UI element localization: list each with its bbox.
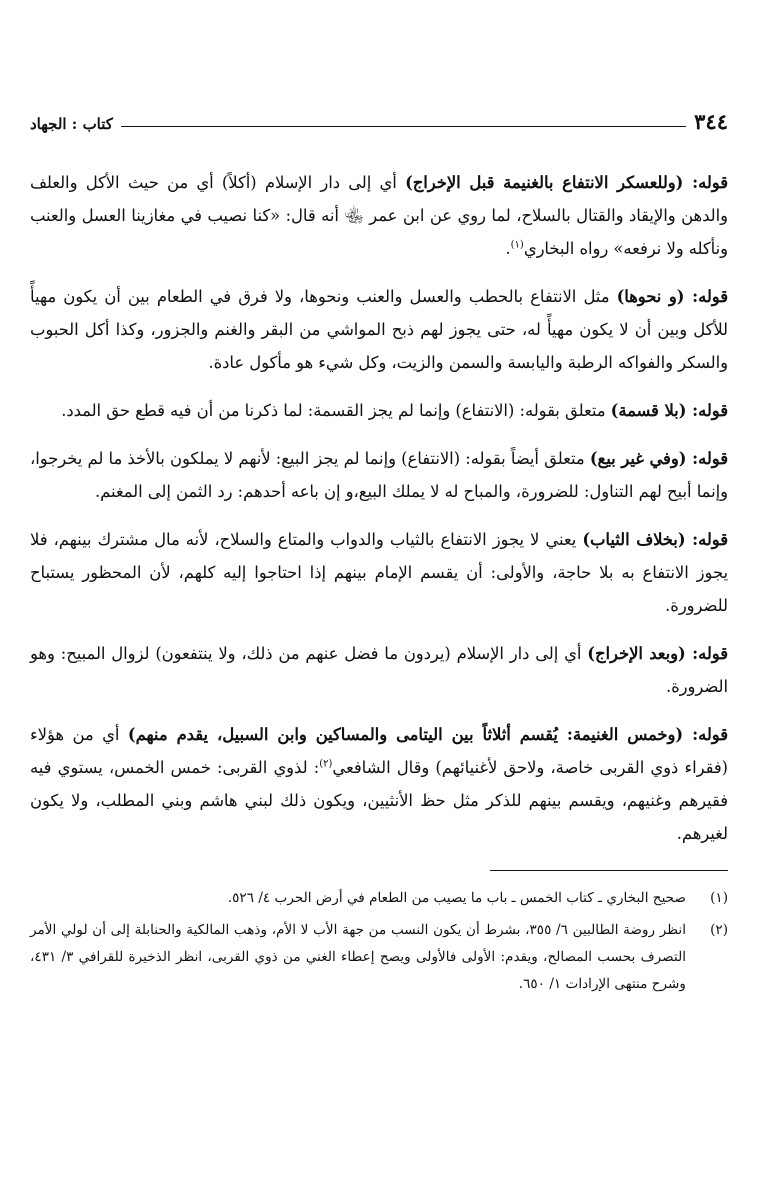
commentary-tail: : لذوي القربى: خمس الخمس، يستوي فيه فقيرهم وغنيهم، ويقسم بينهم للذكر مثل حظ الأنثيين، ويكون ذلك لبني هاشم وبني المطلب، ولا يكون لغيرهم. xyxy=(30,758,728,843)
footnote-separator xyxy=(490,870,728,871)
page-body xyxy=(30,166,728,850)
paragraph-7 xyxy=(30,718,728,850)
paragraph-label: قوله: xyxy=(692,449,729,468)
footnote-ref-1: (١) xyxy=(510,239,524,251)
commentary-text: مثل الانتفاع بالحطب والعسل والعنب ونحوها، ولا فرق في الطعام بين أن يكون مهيأً للأكل وبين أن لا يكون مهيأً له، حتى يجوز لهم ذبح المواشي من البقر والغنم والجزور، وكذا أكل الحبوب والسكر والفواكه الرطبة واليابسة والسمن والزيت، وكل شيء هو مأكول عادة. xyxy=(30,287,728,372)
quoted-matn: (بخلاف الثياب) xyxy=(582,530,693,549)
footnote-2 xyxy=(30,917,728,998)
footnotes xyxy=(30,885,728,998)
paragraph-4 xyxy=(30,442,728,508)
footnote-text: انظر روضة الطالبين ٦/ ٣٥٥، بشرط أن يكون النسب من جهة الأب لا الأم، وذهب المالكية والحنابلة إلى أن لولي الأمر التصرف بحسب المصالح، ويقدم: الأولى فالأولى ويصح إعطاء الغني من ذوي القربى، انظر الذخيرة للقرافي ٣/ ٤٣١، وشرح منتهى الإرادات ١/ ٦٥٠. xyxy=(30,922,686,992)
commentary-text: أي إلى دار الإسلام (يردون ما فضل عنهم من ذلك، ولا ينتفعون) لزوال المبيح: وهو الضرورة. xyxy=(30,644,728,696)
running-title: كتاب : الجهاد xyxy=(30,115,113,133)
paragraph-1 xyxy=(30,166,728,265)
paragraph-3 xyxy=(30,394,728,427)
paragraph-label: قوله: xyxy=(692,287,728,306)
commentary-text: متعلق أيضاً بقوله: (الانتفاع) وإنما لم يجز البيع: لأنهم لا يملكون بالأخذ ما لم يخرجوا، وإنما أبيح لهم التناول: للضرورة، والمباح له لا يملك البيع،و إن باعه أحدهم: رد الثمن إلى المغنم. xyxy=(30,449,728,501)
paragraph-label: قوله: xyxy=(692,644,728,663)
quoted-matn: (بلا قسمة) xyxy=(610,401,693,420)
book-page xyxy=(30,102,728,1182)
commentary-tail: . xyxy=(505,239,511,258)
paragraph-6 xyxy=(30,637,728,703)
footnote-1 xyxy=(30,885,728,912)
paragraph-label: قوله: xyxy=(692,725,728,744)
page-number: ٣٤٤ xyxy=(694,109,728,134)
commentary-text: أي من هؤلاء (فقراء ذوي القربى خاصة، ولاحق لأغنيائهم) وقال الشافعي xyxy=(30,725,728,777)
footnote-text: صحيح البخاري ـ كتاب الخمس ـ باب ما يصيب من الطعام في أرض الحرب ٤/ ٥٢٦. xyxy=(227,890,686,906)
commentary-text: يعني لا يجوز الانتفاع بالثياب والدواب والمتاع والسلاح، لأنه مال مشترك بينهم، فلا يجوز الانتفاع به بلا حاجة، والأولى: أن يقسم الإمام بينهم إذا احتاجوا إليه كلهم، لأن المحظور يستباح للضرورة. xyxy=(30,530,728,615)
footnote-ref-2: (٢) xyxy=(319,758,333,770)
page-header xyxy=(30,102,728,136)
paragraph-2 xyxy=(30,280,728,379)
paragraph-5 xyxy=(30,523,728,622)
paragraph-label: قوله: xyxy=(692,401,728,420)
footnote-number: (٢) xyxy=(710,922,728,938)
quoted-matn: (وخمس الغنيمة: يُقسم أثلاثاً بين اليتامى والمساكين وابن السبيل، يقدم منهم) xyxy=(127,725,693,744)
commentary-text: أي إلى دار الإسلام (أكلاً) أي من حيث الأكل والعلف والدهن والإيقاد والقتال بالسلاح، لما روي عن ابن عمر ﵄ أنه قال: «كنا نصيب في مغازينا العسل والعنب ونأكله ولا نرفعه» رواه البخاري xyxy=(30,173,728,258)
quoted-matn: (وللعسكر الانتفاع بالغنيمة قبل الإخراج) xyxy=(405,173,693,192)
commentary-text: متعلق بقوله: (الانتفاع) وإنما لم يجز القسمة: لما ذكرنا من أن فيه قطع حق المدد. xyxy=(61,401,611,420)
paragraph-label: قوله: xyxy=(692,173,728,192)
quoted-matn: (و نحوها) xyxy=(616,287,693,306)
quoted-matn: (وبعد الإخراج) xyxy=(587,644,693,663)
footnote-number: (١) xyxy=(710,890,728,906)
quoted-matn: (وفي غير بيع) xyxy=(589,449,693,468)
paragraph-label: قوله: xyxy=(692,530,728,549)
header-rule xyxy=(121,126,686,127)
